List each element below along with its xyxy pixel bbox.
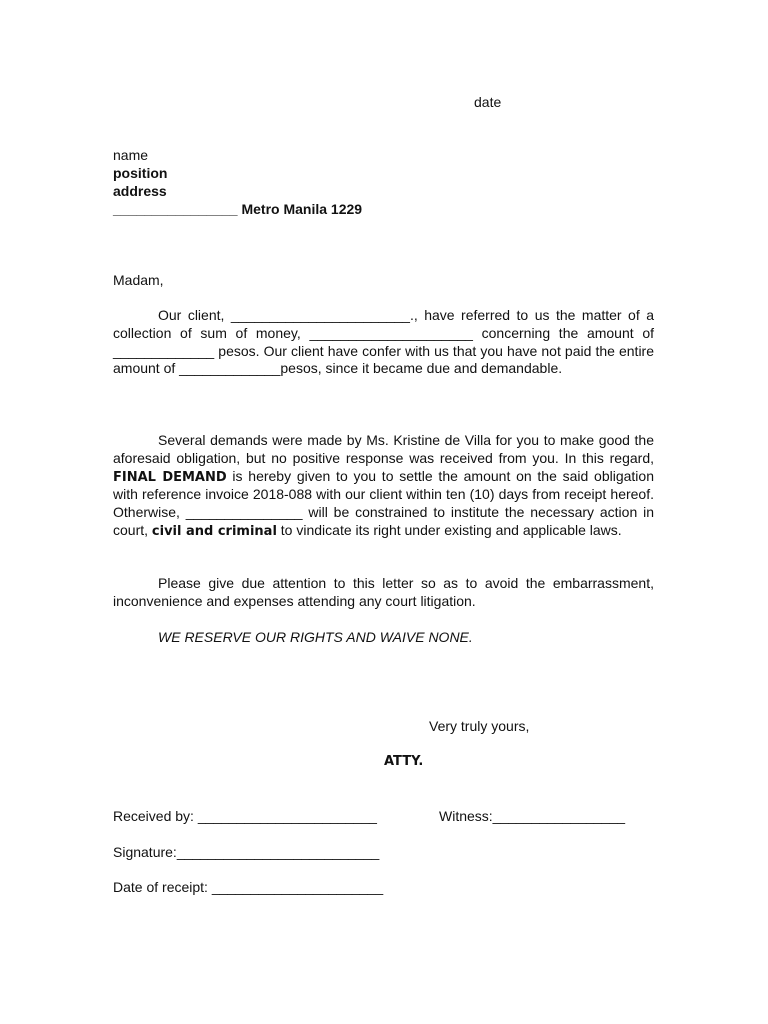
- signatory-title: ATTY.: [384, 754, 424, 769]
- witness-field: Witness:_________________: [439, 808, 626, 824]
- letter-date: date: [474, 94, 502, 110]
- salutation: Madam,: [113, 272, 164, 288]
- paragraph-due-attention: [113, 575, 654, 611]
- reservation-statement: WE RESERVE OUR RIGHTS AND WAIVE NONE.: [158, 629, 473, 645]
- recipient-address: address: [113, 183, 167, 199]
- paragraph-client-claim: [113, 307, 654, 378]
- paragraph-text: Please give due attention to this letter so as to avoid the embarrassment, inconvenience and expenses attending any court litigation.: [113, 575, 654, 609]
- date-of-receipt-field: Date of receipt: ______________________: [113, 879, 384, 895]
- final-demand-emphasis: FINAL DEMAND: [113, 469, 227, 485]
- paragraph-text: Our client, _______________________., have referred to us the matter of a collection of sum of money, _____________________ concerning the amount of _____________ pesos. Our client have confer with us that you have not paid the entire amount of _____________pesos, since it became due and demandable.: [113, 307, 654, 377]
- paragraph-final-demand: [113, 432, 654, 541]
- civil-criminal-emphasis: civil and criminal: [151, 523, 277, 539]
- closing-line: Very truly yours,: [429, 718, 530, 734]
- paragraph-text: to vindicate its right under existing and applicable laws.: [276, 521, 622, 538]
- signature-field: Signature:__________________________: [113, 844, 380, 860]
- recipient-name: name: [113, 147, 149, 163]
- recipient-city-line: ________________ Metro Manila 1229: [113, 201, 363, 217]
- recipient-position: position: [113, 165, 168, 181]
- paragraph-text: is hereby given to you to settle the amount on the said obligation with reference invoice 2018-088 with our client within ten (10) days from receipt hereof. Otherwise, _______________ will be constrained to institute the necessary action in court,: [113, 467, 654, 538]
- paragraph-text: Several demands were made by Ms. Kristine de Villa for you to make good the aforesaid obligation, but no positive response was received from you. In this regard,: [113, 432, 654, 466]
- received-by-field: Received by: _______________________: [113, 808, 377, 824]
- recipient-block: [113, 146, 362, 218]
